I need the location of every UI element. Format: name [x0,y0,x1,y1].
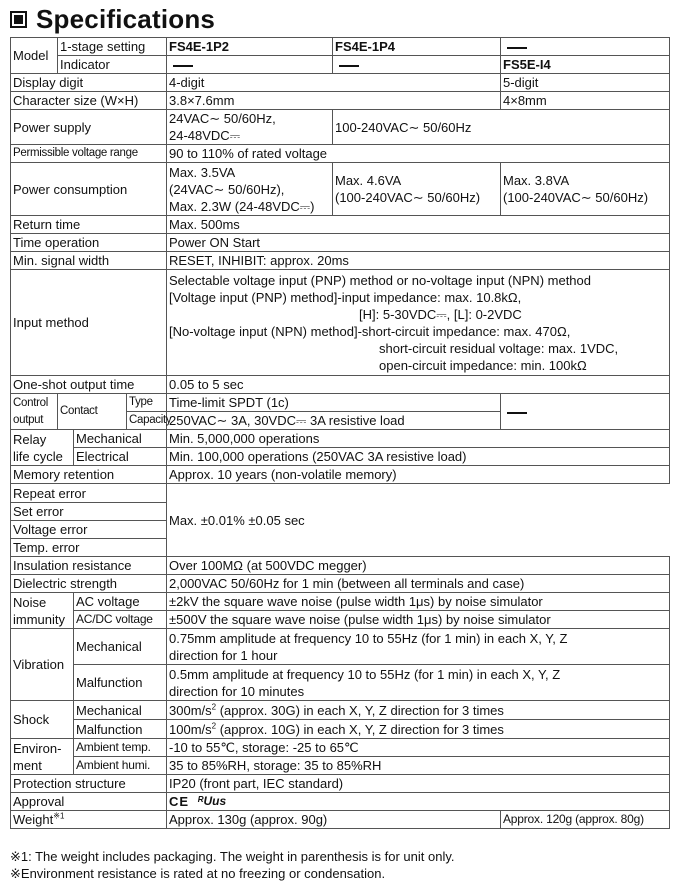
relay-mechanical-label: Mechanical [74,430,167,448]
dielectric-strength-label: Dielectric strength [11,575,167,593]
table-row [11,270,670,376]
table-row [11,92,670,110]
permissible-voltage-value: 90 to 110% of rated voltage [167,145,670,163]
stage-setting-label: 1-stage setting [58,38,167,56]
vibration-mechanical-label: Mechanical [74,629,167,665]
display-digit-value-1: 4-digit [167,74,501,92]
approval-label: Approval [11,793,167,811]
dielectric-strength-value: 2,000VAC 50/60Hz for 1 min (between all terminals and case) [167,575,670,593]
memory-retention-label: Memory retention [11,466,167,484]
dash-icon [507,47,527,49]
approval-value [167,793,670,811]
table-row [11,394,670,412]
weight-value-1: Approx. 130g (approx. 90g) [167,811,501,829]
table-row [11,793,670,811]
table-row [11,145,670,163]
shock-mechanical-label: Mechanical [74,701,167,720]
table-row [11,448,670,466]
one-shot-value: 0.05 to 5 sec [167,376,670,394]
relay-mechanical-value: Min. 5,000,000 operations [167,430,670,448]
footnotes [10,848,454,882]
ambient-humi-value: 35 to 85%RH, storage: 35 to 85%RH [167,757,670,775]
input-method-value: Selectable voltage input (PNP) method or no-voltage input (NPN) method [Voltage input (PNP) method]-input impedance: max. 10.8kΩ, [H]: 5-30VDC⎓, [L]: 0-2VDC [No-voltage input (NPN) method]-short-circuit impedance: max. 470Ω, short-circuit residual voltage: max. 1VDC, open-circuit impedance: min. 100kΩ [167,270,670,376]
model-label: Model [11,38,58,74]
section-heading [10,2,215,36]
relay-electrical-value: Min. 100,000 operations (250VAC 3A resistive load) [167,448,670,466]
return-time-label: Return time [11,216,167,234]
capacity-label: Capacity [127,412,167,430]
input-method-label: Input method [11,270,167,376]
set-error-label: Set error [11,503,167,521]
shock-mechanical-value: $300m/s^2$ (approx. 30G) in each X, Y, Z direction for 3 times [167,701,670,720]
time-operation-value: Power ON Start [167,234,670,252]
table-row [11,593,670,611]
table-row [11,701,670,720]
control-output-label: Control output [11,394,58,430]
capacity-value: 250VAC∼ 3A, 30VDC⎓ 3A resistive load [167,412,501,430]
table-row [11,629,670,665]
repeat-error-label: Repeat error [11,484,167,503]
ambient-temp-label: Ambient temp. [74,739,167,757]
power-consumption-value-1: Max. 3.5VA (24VAC∼ 50/60Hz), Max. 2.3W (24-48VDC⎓) [167,163,333,216]
memory-retention-value: Approx. 10 years (non-volatile memory) [167,466,670,484]
dash-icon [339,65,359,67]
type-value: Time-limit SPDT (1c) [167,394,501,412]
insulation-resistance-value: Over 100MΩ (at 500VDC megger) [167,557,670,575]
ambient-humi-label: Ambient humi. [74,757,167,775]
power-consumption-value-3: Max. 3.8VA (100-240VAC∼ 50/60Hz) [501,163,670,216]
table-row [11,38,670,56]
dash-icon [173,65,193,67]
power-consumption-value-2: Max. 4.6VA (100-240VAC∼ 50/60Hz) [333,163,501,216]
display-digit-label: Display digit [11,74,167,92]
character-size-value-1: 3.8×7.6mm [167,92,501,110]
table-row [11,557,670,575]
stage-setting-none [501,38,670,56]
table-row [11,811,670,829]
table-row [11,252,670,270]
vibration-malfunction-label: Malfunction [74,665,167,701]
power-consumption-label: Power consumption [11,163,167,216]
table-row [11,466,670,484]
type-label: Type [127,394,167,412]
table-row [11,757,670,775]
one-shot-label: One-shot output time [11,376,167,394]
page-title: Specifications [36,3,216,34]
power-supply-label: Power supply [11,110,167,145]
table-row [11,56,670,74]
relay-life-cycle-label: Relay life cycle [11,430,74,466]
character-size-value-2: 4×8mm [501,92,670,110]
return-time-value: Max. 500ms [167,216,670,234]
table-row [11,739,670,757]
weight-label: Weight$^{※1}$ [11,811,167,829]
ul-mark-icon: ᴿUus [197,794,227,808]
indicator-label: Indicator [58,56,167,74]
relay-electrical-label: Electrical [74,448,167,466]
noise-immunity-label: Noise immunity [11,593,74,629]
table-row [11,430,670,448]
vibration-malfunction-value: 0.5mm amplitude at frequency 10 to 55Hz (for 1 min) in each X, Y, Z direction for 10 minutes [167,665,670,701]
square-bullet-icon [10,11,27,28]
protection-structure-label: Protection structure [11,775,167,793]
voltage-error-label: Voltage error [11,521,167,539]
model-fs5e-i4: FS5E-I4 [501,56,670,74]
display-digit-value-2: 5-digit [501,74,670,92]
character-size-label: Character size (W×H) [11,92,167,110]
dash-icon [507,412,527,414]
shock-label: Shock [11,701,74,739]
table-row [11,110,670,145]
shock-malfunction-value: $100m/s^2$ (approx. 10G) in each X, Y, Z direction for 3 times [167,720,670,739]
table-row [11,665,670,701]
temp-error-label: Temp. error [11,539,167,557]
ce-mark-icon: CE [169,794,190,809]
table-row [11,575,670,593]
power-supply-value-2: 100-240VAC∼ 50/60Hz [333,110,670,145]
table-row [11,163,670,216]
min-signal-width-value: RESET, INHIBIT: approx. 20ms [167,252,670,270]
noise-acdc-value: ±500V the square wave noise (pulse width 1μs) by noise simulator [167,611,670,629]
vibration-label: Vibration [11,629,74,701]
table-row [11,611,670,629]
power-supply-value-1: 24VAC∼ 50/60Hz, 24-48VDC⎓ [167,110,333,145]
ambient-temp-value: -10 to 55℃, storage: -25 to 65℃ [167,739,670,757]
error-value: Max. ±0.01% ±0.05 sec [167,484,670,557]
model-fs4e-1p2: FS4E-1P2 [167,38,333,56]
table-row [11,484,670,503]
vibration-mechanical-value: 0.75mm amplitude at frequency 10 to 55Hz (for 1 min) in each X, Y, Z direction for 1 hour [167,629,670,665]
table-row [11,376,670,394]
environment-label: Environ- ment [11,739,74,775]
table-row [11,775,670,793]
indicator-none-2 [333,56,501,74]
noise-acdc-label: AC/DC voltage [74,611,167,629]
noise-ac-label: AC voltage [74,593,167,611]
time-operation-label: Time operation [11,234,167,252]
table-row [11,74,670,92]
shock-malfunction-label: Malfunction [74,720,167,739]
model-fs4e-1p4: FS4E-1P4 [333,38,501,56]
protection-structure-value: IP20 (front part, IEC standard) [167,775,670,793]
table-row [11,234,670,252]
specifications-table [10,37,670,829]
min-signal-width-label: Min. signal width [11,252,167,270]
table-row [11,216,670,234]
contact-label: Contact [58,394,127,430]
noise-ac-value: ±2kV the square wave noise (pulse width 1μs) by noise simulator [167,593,670,611]
footnote-environment: ※Environment resistance is rated at no freezing or condensation. [10,866,386,881]
footnote-weight: ※1: The weight includes packaging. The weight in parenthesis is for unit only. [10,849,455,864]
indicator-none-1 [167,56,333,74]
control-output-none [501,394,670,430]
weight-value-2: Approx. 120g (approx. 80g) [501,811,670,829]
insulation-resistance-label: Insulation resistance [11,557,167,575]
permissible-voltage-label: Permissible voltage range [11,145,167,163]
table-row [11,720,670,739]
